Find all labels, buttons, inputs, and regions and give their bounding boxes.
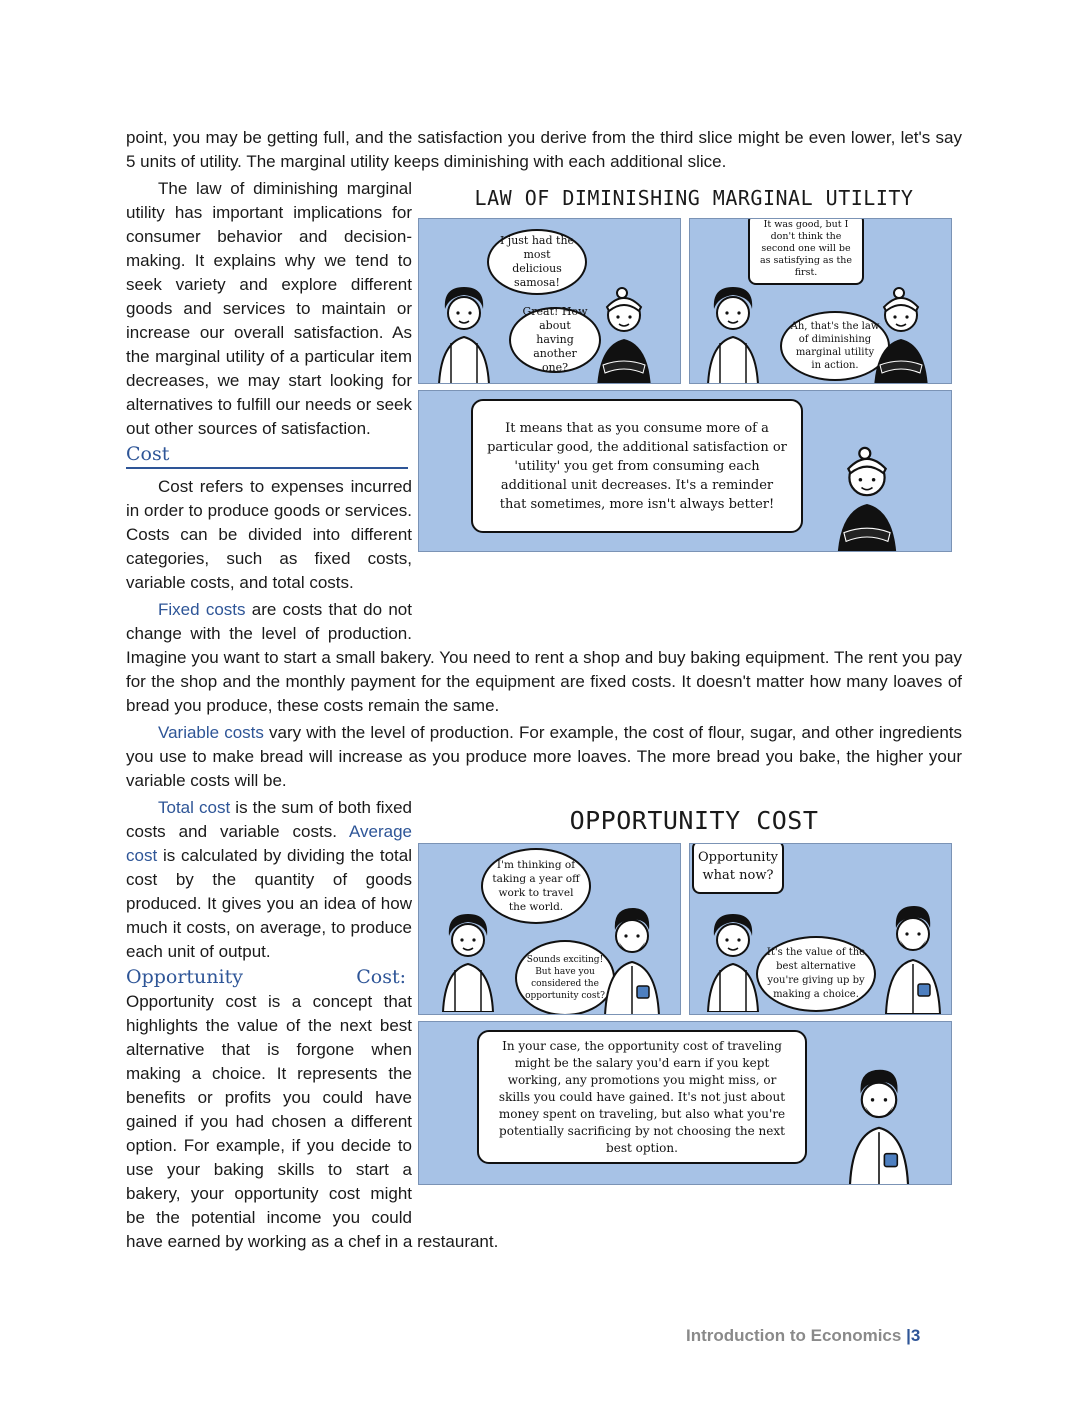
- variable-costs-text: vary with the level of production. For example, the cost of flour, sugar, and other ingredients you use to make bread will increase as you produce more loaves. The more bread you bake, the higher your variable costs will be.: [126, 723, 963, 790]
- speech-bubble: It's the value of the best alternative you're giving up by making a choice.: [756, 936, 876, 1012]
- variable-costs-paragraph: [126, 721, 962, 793]
- fixed-costs-text: are costs that do not change with the level of production. Imagine you want to start a small bakery. You need to rent a shop and buy baking equipment. The rent you pay for the shop and the monthly payment for the equipment are fixed costs. It doesn't matter how many loaves of bread you produce, these costs remain the same.: [126, 600, 962, 715]
- comic-panels: [418, 218, 958, 552]
- man-character-icon: [839, 1046, 919, 1185]
- speech-bubble: In your case, the opportunity cost of traveling might be the salary you'd earn if you kept working, any promotions you might miss, or skills you could have gained. It's not just about money spent on traveling, but also what you're potentially sacrificing by not choosing the next best option.: [477, 1030, 807, 1164]
- woman-character-icon: [433, 892, 503, 1012]
- intro-paragraph: point, you may be getting full, and the satisfaction you derive from the third slice might be even lower, let's say 5 units of utility. The marginal utility keeps diminishing with each additional slice.: [126, 128, 962, 171]
- opportunity-heading-left: Opportunity: [126, 966, 243, 988]
- comic-title: LAW OF DIMINISHING MARGINAL UTILITY: [474, 186, 914, 210]
- comic-panel: [418, 218, 681, 384]
- footer-separator: |: [906, 1326, 911, 1345]
- cost-paragraph: Cost refers to expenses incurred in order to produce goods or services. Costs can be divided into different categories, such as fixed costs, variable costs, and total costs.: [126, 477, 412, 592]
- page-footer: [686, 1326, 920, 1346]
- woman-character-icon: [698, 892, 768, 1012]
- speech-bubble: Sounds exciting! But have you considered the opportunity cost?: [515, 940, 615, 1015]
- page-body: [126, 126, 962, 1254]
- woman-bandana-character-icon: [589, 269, 659, 384]
- speech-bubble: Ah, that's the law of diminishing marginal utility in action.: [780, 311, 890, 381]
- comic-panel: [689, 843, 952, 1015]
- woman-character-icon: [698, 265, 768, 384]
- book-title: Introduction to Economics: [686, 1326, 902, 1345]
- average-cost-text: is calculated by dividing the total cost by the quantity of goods produced. It gives you an idea of how much it costs, on average, to produce each unit of output.: [126, 846, 412, 961]
- comic-panel: [418, 390, 952, 552]
- variable-costs-term: Variable costs: [158, 723, 264, 742]
- speech-bubble: Opportunity what now?: [692, 843, 784, 894]
- comic-title: OPPORTUNITY COST: [569, 806, 819, 835]
- opportunity-heading-right: Cost:: [356, 966, 406, 988]
- average-cost-term: Average cost: [126, 822, 412, 865]
- opportunity-cost-heading: [126, 964, 406, 990]
- man-character-icon: [878, 884, 948, 1014]
- woman-character-icon: [429, 265, 499, 384]
- comic-diminishing-marginal-utility: [426, 178, 962, 634]
- cost-heading: Cost: [126, 441, 408, 469]
- comic-panel: [689, 218, 952, 384]
- woman-bandana-character-icon: [827, 427, 907, 552]
- comic-panels: [418, 843, 958, 1185]
- speech-bubble: It means that as you consume more of a particular good, the additional satisfaction or 'utility' you get from consuming each additional unit decreases. It's a reminder that sometimes, more isn't always better!: [471, 399, 803, 533]
- woman-bandana-character-icon: [866, 269, 936, 384]
- man-character-icon: [597, 886, 667, 1015]
- comic-panel: [418, 843, 681, 1015]
- speech-bubble: Great! How about having another one?: [509, 307, 601, 373]
- dmu-paragraph: The law of diminishing marginal utility has important implications for consumer behavior and decision-making. It explains why we tend to seek variety and explore different goods and services to maintain or increase our overall satisfaction. As the marginal utility of a particular item decreases, we may start looking for alternatives to fulfill our needs or seek out other sources of satisfaction.: [126, 179, 412, 438]
- speech-bubble: It was good, but I don't think the second one will be as satisfying as the first.: [748, 218, 864, 285]
- speech-bubble: I just had the most delicious samosa!: [487, 229, 587, 295]
- total-cost-term: Total cost: [158, 798, 231, 817]
- comic-opportunity-cost: [426, 797, 962, 1217]
- fixed-costs-term: Fixed costs: [158, 600, 246, 619]
- total-cost-text: is the sum of both fixed costs and variable costs.: [126, 798, 412, 841]
- page-number: 3: [910, 1326, 921, 1345]
- opportunity-cost-paragraph: Opportunity cost is a concept that highlights the value of the next best alternative that is forgone when making a choice. It represents the benefits or profits you could have gained if you had chosen a different option. For example, if you decide to use your baking skills to start a bakery, your opportunity cost might be the potential income you could have earned by working as a chef in a restaurant.: [126, 992, 499, 1251]
- speech-bubble: I'm thinking of taking a year off work to travel the world.: [481, 848, 591, 924]
- comic-panel: [418, 1021, 952, 1185]
